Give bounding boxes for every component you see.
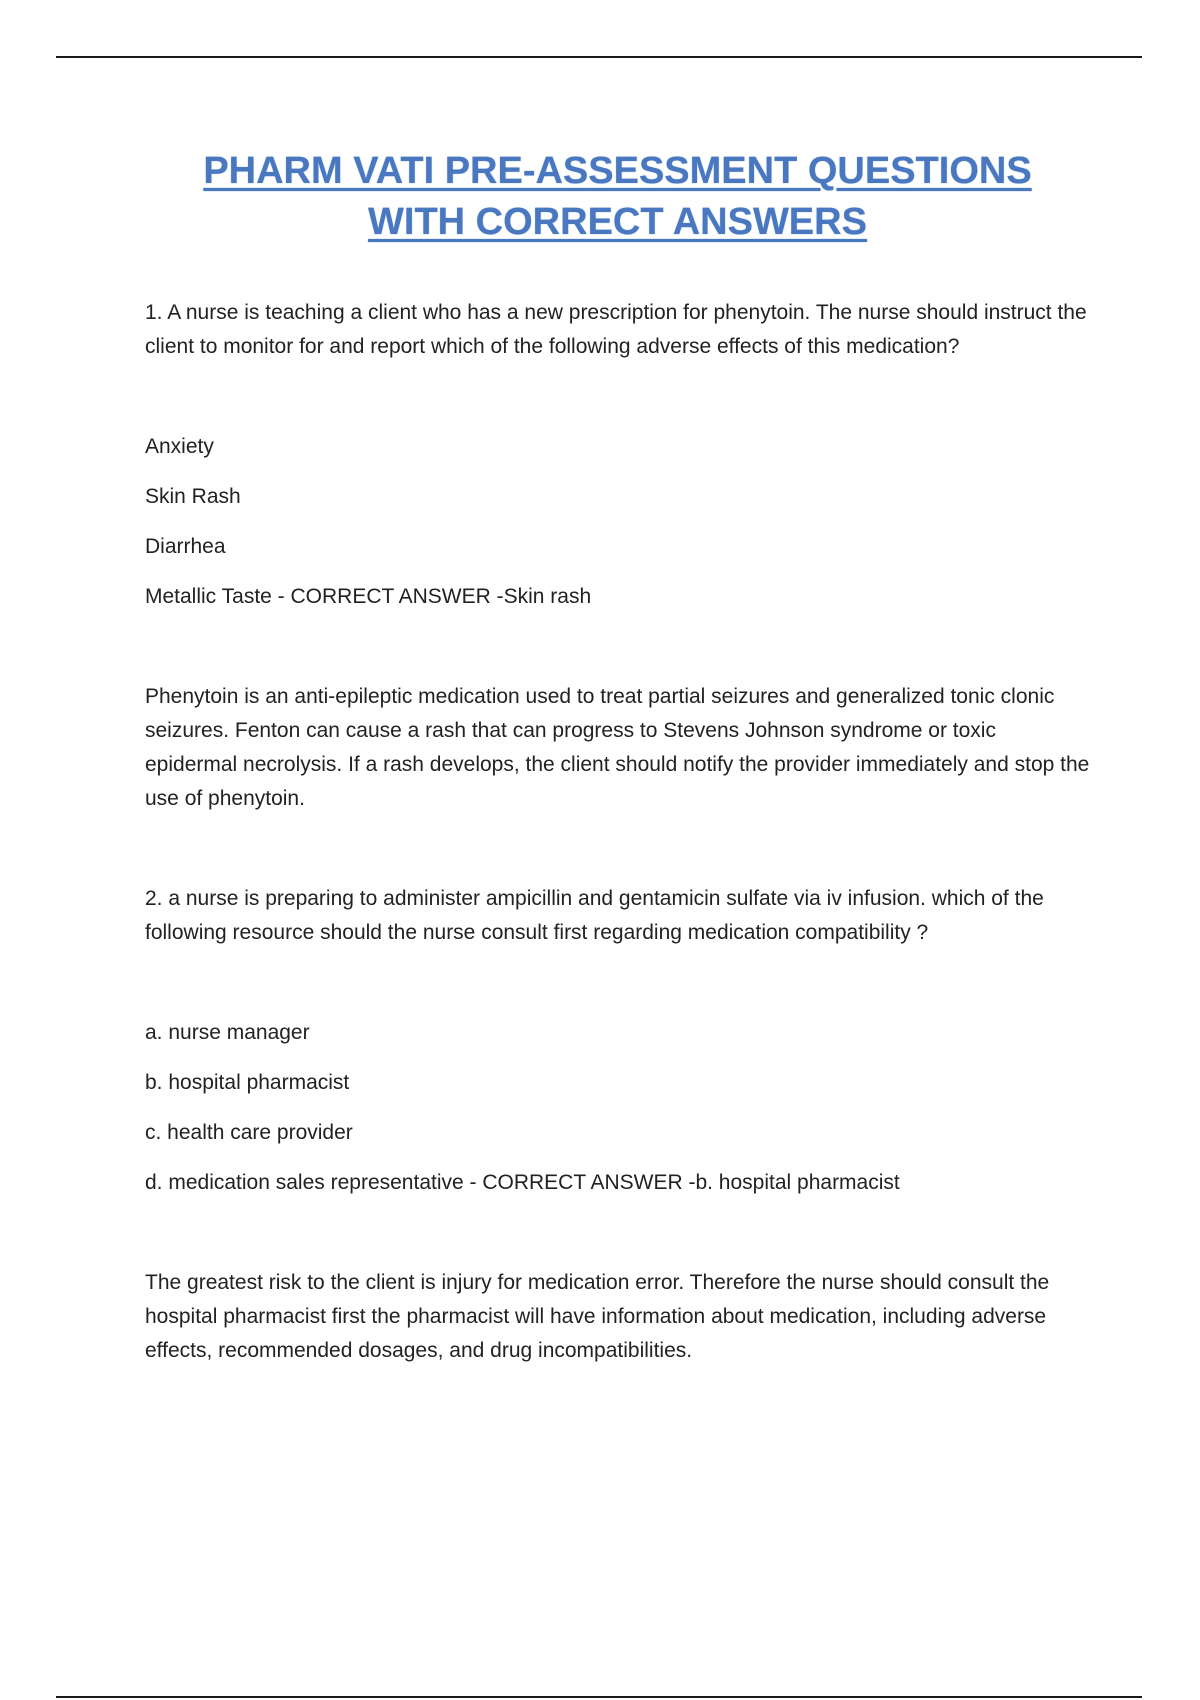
question-1-explanation: Phenytoin is an anti-epileptic medication used to treat partial seizures and generalized tonic clonic seizures. Fenton can cause a rash that can progress to Stevens Johnson syndrome or toxic epidermal necrolysis. If a rash develops, the client should notify the provider immediately and stop the use of phenytoin. bbox=[145, 685, 1090, 810]
question-2-explanation: The greatest risk to the client is injury for medication error. Therefore the nurse should consult the hospital pharmacist first the pharmacist will have information about medication, including adverse effects, recommended dosages, and drug incompatibilities. bbox=[145, 1271, 1050, 1362]
question-2-options bbox=[145, 1016, 1090, 1200]
question-2-option: a. nurse manager bbox=[145, 1021, 310, 1044]
question-1-option: Anxiety bbox=[145, 435, 214, 458]
spacer bbox=[145, 816, 1090, 882]
bottom-rule bbox=[56, 1696, 1142, 1698]
question-1-text: 1. A nurse is teaching a client who has a new prescription for phenytoin. The nurse should instruct the client to monitor for and report which of the following adverse effects of this medication? bbox=[145, 301, 1087, 358]
question-2-option: b. hospital pharmacist bbox=[145, 1071, 350, 1094]
question-2-option: c. health care provider bbox=[145, 1121, 353, 1144]
document-title bbox=[120, 146, 1115, 248]
question-1-option-answer: Metallic Taste - CORRECT ANSWER -Skin rash bbox=[145, 585, 592, 608]
question-1-option: Skin Rash bbox=[145, 485, 241, 508]
top-rule bbox=[56, 56, 1142, 58]
question-1-options bbox=[145, 430, 1090, 614]
title-line-2: WITH CORRECT ANSWERS bbox=[368, 201, 867, 243]
question-2-option-answer: d. medication sales representative - CORRECT ANSWER -b. hospital pharmacist bbox=[145, 1171, 900, 1194]
document-body bbox=[145, 296, 1090, 1368]
question-2-text: 2. a nurse is preparing to administer ampicillin and gentamicin sulfate via iv infusion. which of the following resource should the nurse consult first regarding medication compatibility ? bbox=[145, 887, 1044, 944]
question-1-option: Diarrhea bbox=[145, 535, 226, 558]
title-line-1: PHARM VATI PRE-ASSESSMENT QUESTIONS bbox=[203, 150, 1032, 192]
